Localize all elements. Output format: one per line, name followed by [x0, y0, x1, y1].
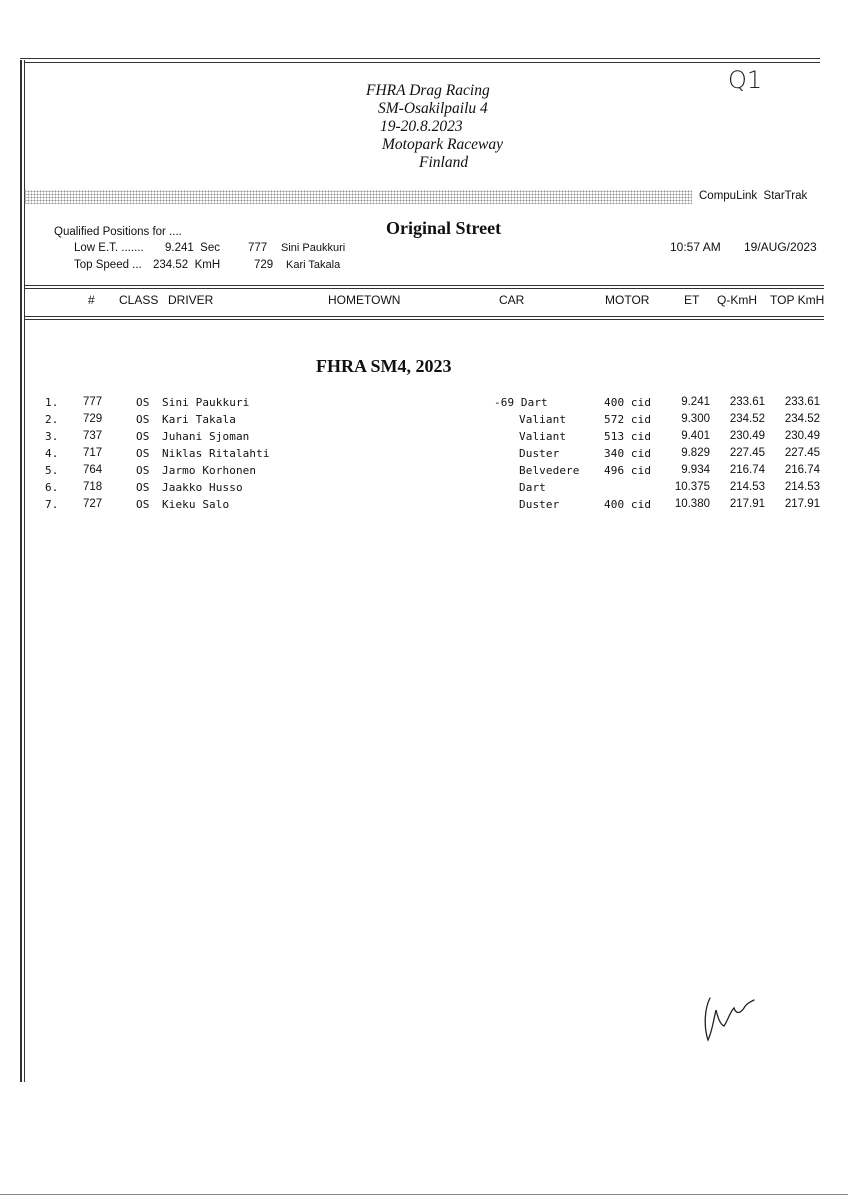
row-motor: 513 cid [604, 430, 652, 443]
row-pos: 6. [45, 481, 59, 494]
row-q: 214.53 [729, 481, 765, 493]
table-row [0, 447, 848, 464]
row-motor: 400 cid [604, 498, 652, 511]
col-header-car: CAR [499, 293, 525, 307]
row-top: 227.45 [784, 447, 820, 459]
row-driver: Niklas Ritalahti [162, 447, 270, 460]
top-border-inner [24, 62, 820, 63]
header-rule-top-2 [24, 288, 824, 289]
row-et: 10.380 [674, 498, 710, 510]
row-top: 217.91 [784, 498, 820, 510]
col-header-hometown: HOMETOWN [328, 293, 401, 307]
top-speed-value: 234.52 KmH [153, 259, 221, 271]
row-class: OS [136, 447, 150, 460]
table-row [0, 464, 848, 481]
table-row [0, 430, 848, 447]
table-row [0, 481, 848, 498]
col-header-class: CLASS [119, 293, 159, 307]
row-pos: 7. [45, 498, 59, 511]
row-et: 9.934 [681, 464, 710, 476]
row-class: OS [136, 481, 150, 494]
event-title: Original Street [386, 218, 502, 238]
row-class: OS [136, 430, 150, 443]
row-driver: Jarmo Korhonen [162, 464, 257, 477]
row-driver: Jaakko Husso [162, 481, 243, 494]
col-header-motor: MOTOR [605, 293, 650, 307]
row-et: 10.375 [674, 481, 710, 493]
left-border-inner [24, 60, 25, 1082]
row-pos: 1. [45, 396, 59, 409]
row-car: Duster [519, 447, 560, 460]
low-et-number: 777 [248, 242, 268, 254]
qualified-heading: Qualified Positions for .... [54, 226, 182, 238]
col-header-driver: DRIVER [168, 293, 214, 307]
low-et-label: Low E.T. ....... [74, 242, 144, 254]
row-motor: 496 cid [604, 464, 652, 477]
row-q: 230.49 [729, 430, 765, 442]
low-et-value: 9.241 Sec [165, 242, 220, 254]
report-time: 10:57 AM [670, 240, 721, 254]
row-car: Valiant [519, 413, 567, 426]
system-label: CompuLink StarTrak [699, 190, 808, 202]
row-car: -69 Dart [494, 396, 548, 409]
row-top: 234.52 [784, 413, 820, 425]
table-row [0, 498, 848, 515]
row-top: 216.74 [784, 464, 820, 476]
top-border [20, 58, 820, 59]
report-date: 19/AUG/2023 [744, 240, 817, 254]
row-pos: 2. [45, 413, 59, 426]
col-header-num: # [88, 293, 95, 307]
handwritten-signature [700, 988, 760, 1048]
row-motor: 400 cid [604, 396, 652, 409]
table-row [0, 396, 848, 413]
handwritten-q1: Q1 [728, 66, 763, 94]
row-driver: Juhani Sjoman [162, 430, 250, 443]
row-q: 234.52 [729, 413, 765, 425]
row-num: 729 [83, 413, 103, 425]
row-car: Duster [519, 498, 560, 511]
row-num: 718 [83, 481, 103, 493]
col-header-qkmh: Q-KmH [717, 293, 757, 307]
handwritten-mark [728, 66, 762, 94]
top-speed-label: Top Speed ... [74, 259, 142, 271]
row-driver: Sini Paukkuri [162, 396, 250, 409]
header-line-2: SM-Osakilpailu 4 [378, 100, 488, 117]
low-et-driver: Sini Paukkuri [281, 242, 346, 254]
top-speed-driver: Kari Takala [286, 259, 341, 271]
row-pos: 5. [45, 464, 59, 477]
header-line-1: FHRA Drag Racing [366, 82, 490, 99]
left-border-outer [20, 60, 22, 1082]
row-car: Valiant [519, 430, 567, 443]
row-q: 217.91 [729, 498, 765, 510]
row-motor: 572 cid [604, 413, 652, 426]
top-speed-number: 729 [254, 259, 274, 271]
col-header-et: ET [684, 293, 700, 307]
row-q: 227.45 [729, 447, 765, 459]
header-rule-top-1 [24, 285, 824, 286]
dotted-band [24, 190, 692, 204]
header-line-4: Motopark Raceway [382, 136, 503, 153]
row-et: 9.300 [681, 413, 710, 425]
row-pos: 3. [45, 430, 59, 443]
row-top: 233.61 [784, 396, 820, 408]
row-num: 737 [83, 430, 103, 442]
bottom-page-line [0, 1194, 848, 1195]
header-rule-bottom-2 [24, 319, 824, 320]
row-q: 216.74 [729, 464, 765, 476]
header-line-3: 19-20.8.2023 [380, 118, 463, 135]
header-line-5: Finland [419, 154, 469, 171]
row-car: Dart [519, 481, 546, 494]
event-header [366, 82, 556, 172]
row-class: OS [136, 498, 150, 511]
row-num: 717 [83, 447, 103, 459]
section-title: FHRA SM4, 2023 [316, 356, 452, 376]
row-pos: 4. [45, 447, 59, 460]
row-num: 777 [83, 396, 103, 408]
row-top: 214.53 [784, 481, 820, 493]
row-driver: Kieku Salo [162, 498, 230, 511]
row-num: 764 [83, 464, 103, 476]
row-et: 9.241 [681, 396, 710, 408]
row-top: 230.49 [784, 430, 820, 442]
row-et: 9.829 [681, 447, 710, 459]
row-et: 9.401 [681, 430, 710, 442]
row-driver: Kari Takala [162, 413, 236, 426]
row-motor: 340 cid [604, 447, 652, 460]
header-rule-bottom-1 [24, 316, 824, 317]
row-num: 727 [83, 498, 103, 510]
row-class: OS [136, 396, 150, 409]
row-class: OS [136, 413, 150, 426]
row-class: OS [136, 464, 150, 477]
col-header-topkmh: TOP KmH [770, 293, 825, 307]
table-row [0, 413, 848, 430]
row-car: Belvedere [519, 464, 580, 477]
row-q: 233.61 [729, 396, 765, 408]
